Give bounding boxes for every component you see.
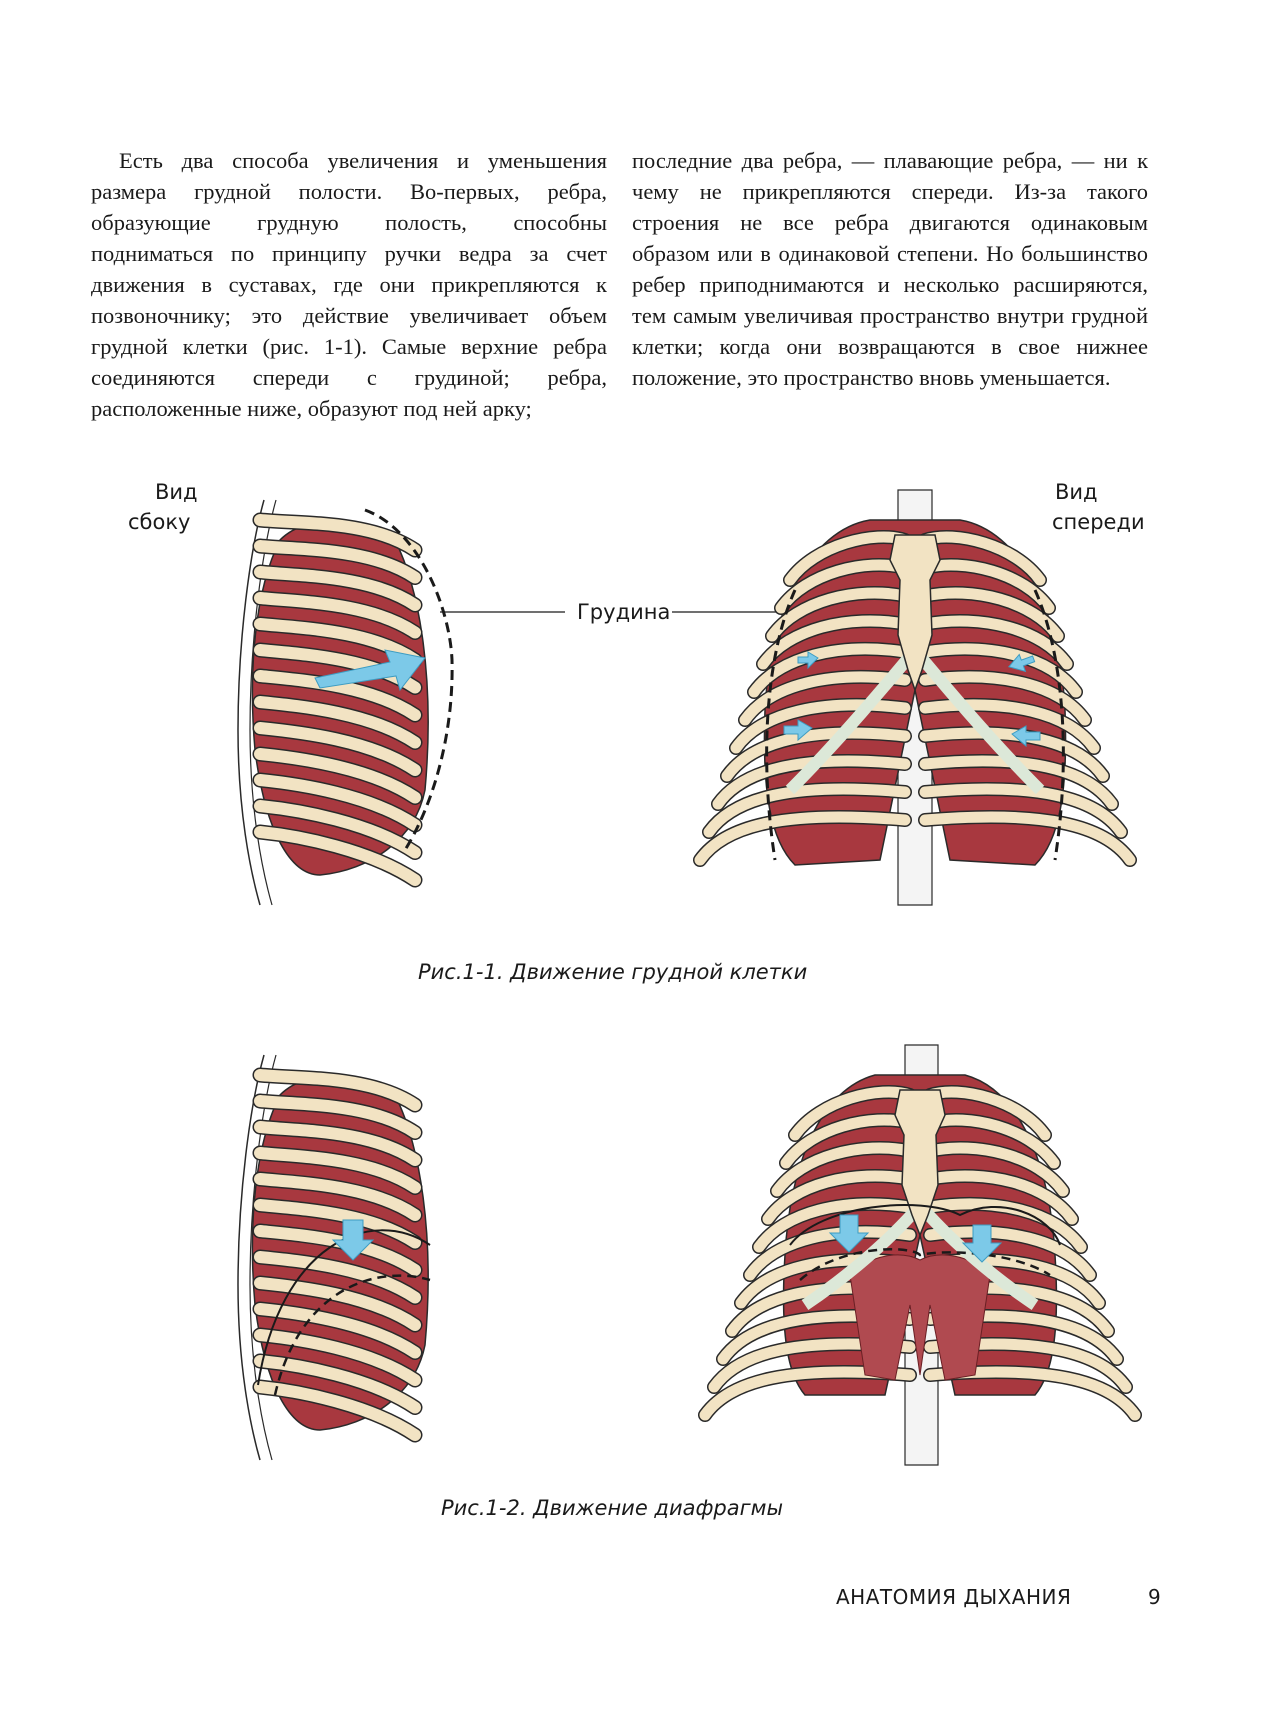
label-sternum: Грудина [577,600,671,624]
ribcage-front-view-fig2 [760,1045,1080,1465]
paragraph-left: Есть два способа увеличения и уменьшения размера грудной полости. Во-первых, ребра, образующие грудную полость, способны подниматься по принципу ручки ведра за счет движения в суставах, где они прикрепляются к позвоночнику; это действие увеличивает объем грудной клетки (рис. 1-1). Самые верхние ребра соединяются спереди с грудиной; ребра, расположенные ниже, образуют под ней арку; [91,148,607,421]
label-front-line1: Вид [1055,480,1098,504]
page-number: 9 [1148,1585,1162,1609]
label-side-line2: сбоку [128,510,191,534]
ribcage-side-view-fig2 [220,1045,490,1465]
diaphragm-muscle [850,1255,990,1380]
label-side-line1: Вид [155,480,198,504]
paragraph-right: последние два ребра, — плавающие ребра, — ни к чему не прикрепляются спереди. Из-за такого строения не все ребра двигаются одинаковым образом или в одинаковой степени. Но большинство ребер приподнимаются и несколько расширяются, тем самым увеличивая пространство внутри грудной клетки; когда они возвращаются в свое нижнее положение, это пространство вновь уменьшается. [632,148,1148,390]
running-footer-section: АНАТОМИЯ ДЫХАНИЯ [836,1585,1072,1609]
ribcage-front-view-fig1 [750,490,1080,910]
figure1-caption: Рис.1-1. Движение грудной клетки [418,960,808,984]
figure2-caption: Рис.1-2. Движение диафрагмы [441,1496,784,1520]
label-front-line2: спереди [1052,510,1145,534]
